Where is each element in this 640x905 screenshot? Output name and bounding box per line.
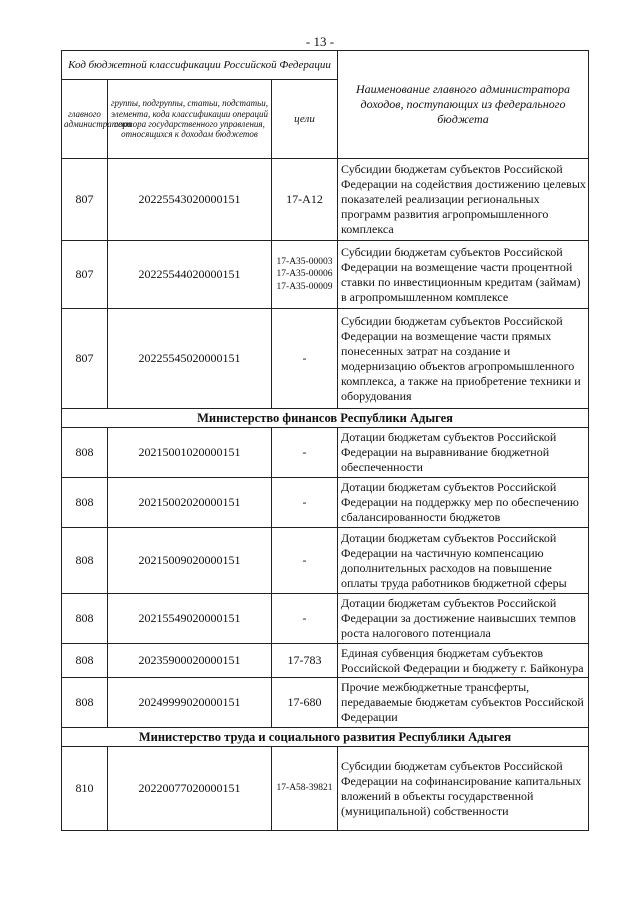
section-title-labor: Министерство труда и социального развития Республики Адыгея bbox=[62, 728, 589, 747]
budget-classification-table bbox=[61, 50, 589, 831]
admin-code: 807 bbox=[62, 309, 108, 409]
admin-code: 808 bbox=[62, 678, 108, 728]
classification-code: 20215002020000151 bbox=[108, 478, 272, 528]
income-name: Единая субвенция бюджетам субъектов Российской Федерации и бюджету г. Байконура bbox=[338, 644, 589, 678]
goal-code: - bbox=[272, 428, 338, 478]
income-name: Дотации бюджетам субъектов Российской Федерации на выравнивание бюджетной обеспеченности bbox=[338, 428, 589, 478]
table-row bbox=[62, 747, 589, 831]
classification-code: 20225545020000151 bbox=[108, 309, 272, 409]
goal-codes bbox=[272, 241, 338, 309]
admin-code: 808 bbox=[62, 594, 108, 644]
classification-code: 20220077020000151 bbox=[108, 747, 272, 831]
section-row bbox=[62, 728, 589, 747]
income-name: Дотации бюджетам субъектов Российской Федерации на частичную компенсацию дополнительных расходов на повышение оплаты труда работников бюджетной сферы bbox=[338, 528, 589, 594]
goal-code: 17-А35-00003 bbox=[276, 256, 333, 267]
goal-code: 17-А35-00009 bbox=[276, 281, 333, 292]
admin-code: 810 bbox=[62, 747, 108, 831]
goal-code: - bbox=[272, 528, 338, 594]
goal-code: - bbox=[272, 594, 338, 644]
income-name: Субсидии бюджетам субъектов Российской Федерации на возмещение части процентной ставки по инвестиционным кредитам (займам) в агропромышленном комплексе bbox=[338, 241, 589, 309]
section-row bbox=[62, 409, 589, 428]
admin-code: 808 bbox=[62, 478, 108, 528]
classification-code: 20215549020000151 bbox=[108, 594, 272, 644]
income-name: Субсидии бюджетам субъектов Российской Федерации на возмещение части прямых понесенных затрат на создание и модернизацию объектов агропромышленного комплекса, а также на приобретение техники и оборудования bbox=[338, 309, 589, 409]
goal-code: - bbox=[272, 478, 338, 528]
admin-code: 808 bbox=[62, 428, 108, 478]
classification-code: 20225543020000151 bbox=[108, 159, 272, 241]
table-row bbox=[62, 644, 589, 678]
classification-code: 20215009020000151 bbox=[108, 528, 272, 594]
table-row bbox=[62, 241, 589, 309]
table-row bbox=[62, 428, 589, 478]
admin-code: 808 bbox=[62, 644, 108, 678]
table-row bbox=[62, 309, 589, 409]
classification-code: 20225544020000151 bbox=[108, 241, 272, 309]
goal-code: 17-783 bbox=[272, 644, 338, 678]
goal-code: 17-А35-00006 bbox=[276, 269, 333, 280]
classification-code: 20235900020000151 bbox=[108, 644, 272, 678]
admin-code: 807 bbox=[62, 241, 108, 309]
table-row bbox=[62, 528, 589, 594]
table-row bbox=[62, 594, 589, 644]
table-row bbox=[62, 159, 589, 241]
goal-code: 17-А58-39821 bbox=[272, 747, 338, 831]
header-admin-column: главного администратора bbox=[62, 80, 108, 159]
header-code-group: Код бюджетной классификации Российской Федерации bbox=[62, 51, 338, 80]
classification-code: 20215001020000151 bbox=[108, 428, 272, 478]
admin-code: 807 bbox=[62, 159, 108, 241]
header-subcode-column: группы, подгруппы, статьи, подстатьи, элемента, кода классификации операций сектора государственного управления, относящихся к доходам бюджетов bbox=[108, 80, 272, 159]
goal-code: 17-А12 bbox=[272, 159, 338, 241]
income-name: Дотации бюджетам субъектов Российской Федерации за достижение наивысших темпов роста налогового потенциала bbox=[338, 594, 589, 644]
income-name: Прочие межбюджетные трансферты, передаваемые бюджетам субъектов Российской Федерации bbox=[338, 678, 589, 728]
goal-code: 17-680 bbox=[272, 678, 338, 728]
header-goal-column: цели bbox=[272, 80, 338, 159]
admin-code: 808 bbox=[62, 528, 108, 594]
classification-code: 20249999020000151 bbox=[108, 678, 272, 728]
page-number: - 13 - bbox=[305, 34, 335, 49]
income-name: Субсидии бюджетам субъектов Российской Федерации на софинансирование капитальных вложений в объекты государственной (муниципальной) собственности bbox=[338, 747, 589, 831]
goal-code: - bbox=[272, 309, 338, 409]
table-row bbox=[62, 478, 589, 528]
section-title-finance: Министерство финансов Республики Адыгея bbox=[62, 409, 589, 428]
header-name-column: Наименование главного администратора доходов, поступающих из федерального бюджета bbox=[338, 51, 589, 159]
income-name: Дотации бюджетам субъектов Российской Федерации на поддержку мер по обеспечению сбалансированности бюджетов bbox=[338, 478, 589, 528]
table-row bbox=[62, 678, 589, 728]
income-name: Субсидии бюджетам субъектов Российской Федерации на содействия достижению целевых показателей реализации региональных программ развития агропромышленного комплекса bbox=[338, 159, 589, 241]
